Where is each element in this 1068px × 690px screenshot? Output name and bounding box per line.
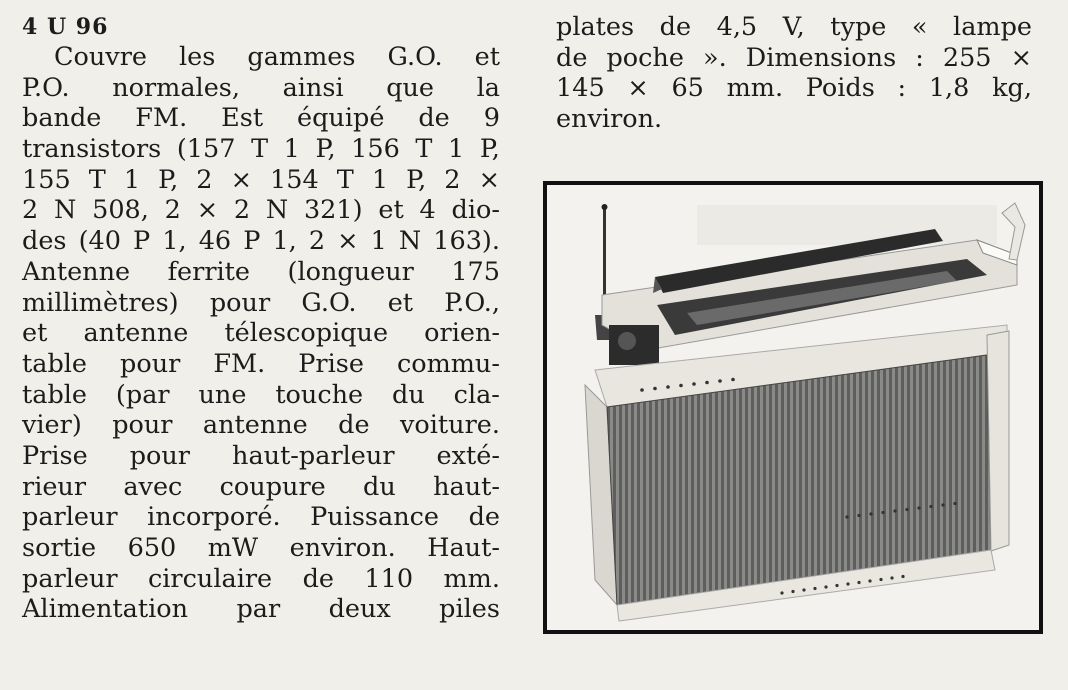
left-column-line: table pour FM. Prise commu- (22, 348, 500, 379)
right-column-line: de poche ». Dimensions : 255 × (556, 42, 1032, 73)
left-column-line: Antenne ferrite (longueur 175 (22, 256, 500, 287)
radio-photo (543, 181, 1043, 634)
left-column-line: transistors (157 T 1 P, 156 T 1 P, (22, 134, 500, 165)
left-column-line: parleur incorporé. Puissance de (22, 502, 500, 533)
left-column-text (22, 42, 500, 625)
left-column-line: P.O. normales, ainsi que la (22, 72, 500, 103)
left-column-line: Couvre les gammes G.O. et (54, 42, 500, 72)
left-column-line: rieur avec coupure du haut- (22, 471, 500, 502)
left-column-line: sortie 650 mW environ. Haut- (22, 533, 500, 563)
right-column-line: 145 × 65 mm. Poids : 1,8 kg, (556, 73, 1032, 104)
left-column-line: bande FM. Est équipé de 9 (22, 103, 500, 134)
right-column (556, 12, 1032, 135)
right-column-line: environ. (556, 104, 663, 135)
left-column-line: millimètres) pour G.O. et P.O., (22, 287, 500, 318)
left-column (22, 12, 500, 625)
radio-illustration (547, 185, 1039, 630)
left-column-line: des (40 P 1, 46 P 1, 2 × 1 N 163). (22, 226, 500, 257)
left-column-line: et antenne télescopique orien- (22, 318, 500, 349)
left-column-line: Alimentation par deux piles (22, 594, 500, 625)
left-column-line: Prise pour haut-parleur exté- (22, 440, 500, 471)
left-column-line: vier) pour antenne de voiture. (22, 410, 500, 441)
left-column-line: 2 N 508, 2 × 2 N 321) et 4 dio- (22, 195, 500, 226)
left-column-line: table (par une touche du cla- (22, 379, 500, 410)
left-column-line: parleur circulaire de 110 mm. (22, 563, 500, 594)
article-title: 4 U 96 (22, 14, 109, 40)
right-column-line: plates de 4,5 V, type « lampe (556, 12, 1032, 42)
left-column-line: 155 T 1 P, 2 × 154 T 1 P, 2 × (22, 164, 500, 195)
right-column-text (556, 12, 1032, 135)
